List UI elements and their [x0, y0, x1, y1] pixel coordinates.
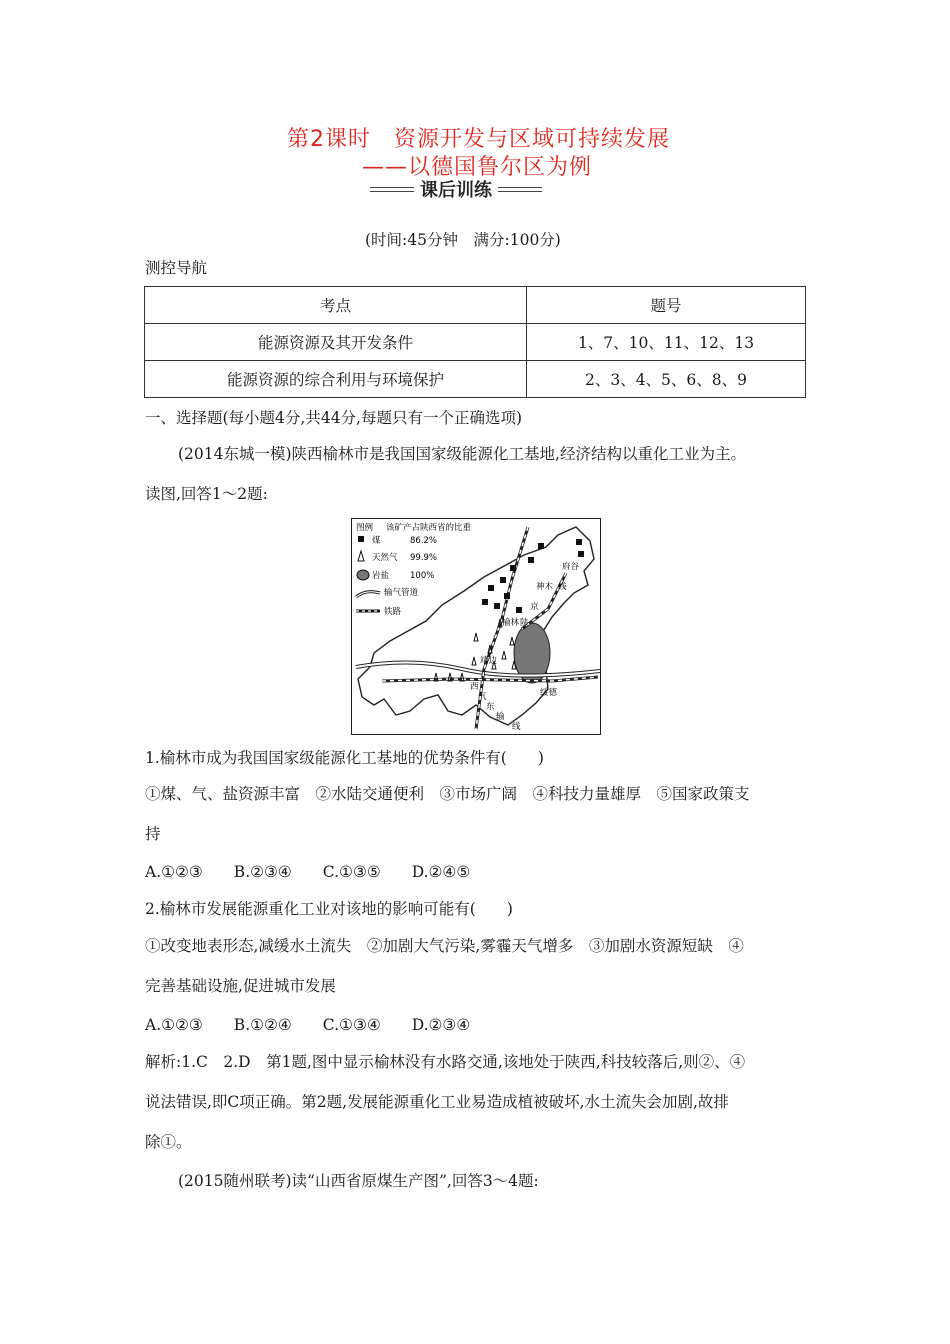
place-label: 陕 [520, 618, 529, 628]
coal-icon [528, 557, 534, 563]
time-info: (时间:45分钟 满分:100分) [365, 231, 561, 249]
intro-paragraph-2: (2015随州联考)读“山西省原煤生产图”,回答3～4题: [178, 1172, 539, 1190]
legend-label: 岩盐 [372, 571, 390, 581]
place-jingbian: 靖边 [480, 656, 498, 666]
place-yulin: 榆林 [502, 618, 520, 628]
table-header-row [145, 287, 806, 324]
legend-label: 天然气 [372, 553, 398, 563]
coal-icon [504, 593, 510, 599]
legend-value: 99.9% [410, 553, 438, 563]
coal-icon [578, 551, 584, 557]
table-cell: 能源资源及其开发条件 [145, 324, 527, 361]
lesson-subtitle: ——以德国鲁尔区为例 [362, 155, 593, 180]
analysis-line: 解析:1.C 2.D 第1题,图中显示榆林没有水路交通,该地处于陕西,科技较落后,则②、④ [145, 1053, 746, 1071]
legend-value: 100% [410, 571, 435, 581]
legend-value: 86.2% [410, 536, 438, 546]
table-row [145, 361, 806, 398]
place-suide: 绥德 [540, 688, 558, 698]
gas-icon [358, 551, 364, 561]
table-row [145, 324, 806, 361]
section-banner [370, 176, 542, 202]
banner-decoration-right [498, 187, 542, 192]
analysis-line: 除①。 [145, 1133, 192, 1151]
question-2-choices: A.①②③ B.①②④ C.①③④ D.②③④ [145, 1016, 471, 1034]
coal-icon [494, 603, 500, 609]
question-2-stem: 2.榆林市发展能源重化工业对该地的影响可能有( ) [145, 900, 513, 918]
question-2-options-cont: 完善基础设施,促进城市发展 [145, 977, 336, 995]
legend-label: 铁路 [384, 607, 402, 617]
question-2-options: ①改变地表形态,减缓水土流失 ②加剧大气污染,雾霾天气增多 ③加剧水资源短缺 ④ [145, 937, 744, 955]
nav-label: 测控导航 [145, 259, 208, 277]
intro-paragraph: (2014东城一模)陕西榆林市是我国国家级能源化工基地,经济结构以重化工业为主。 [178, 445, 746, 463]
table-cell: 1、7、10、11、12、13 [527, 324, 806, 361]
coal-icon [538, 543, 544, 549]
gas-icon [510, 637, 514, 645]
place-label: 京 [530, 602, 539, 612]
table-cell: 2、3、4、5、6、8、9 [527, 361, 806, 398]
table-cell: 能源资源的综合利用与环境保护 [145, 361, 527, 398]
place-label: 西 [470, 682, 479, 692]
analysis-line: 说法错误,即C项正确。第2题,发展能源重化工业易造成植被破坏,水土流失会加剧,故排 [145, 1093, 729, 1111]
gas-icon [474, 633, 478, 641]
gas-icon [472, 657, 476, 665]
question-1-options: ①煤、气、盐资源丰富 ②水陆交通便利 ③市场广阔 ④科技力量雄厚 ⑤国家政策支 [145, 785, 750, 803]
coal-icon [482, 599, 488, 605]
place-label: 气 [478, 692, 487, 702]
salt-icon [357, 570, 369, 580]
coal-icon [510, 565, 516, 571]
place-label: 输 [496, 712, 505, 722]
place-fugu: 府谷 [562, 562, 580, 572]
coal-icon [576, 539, 582, 545]
place-shenmu: 神木 [536, 582, 554, 592]
map-graphic [352, 519, 600, 734]
place-label: 东 [486, 702, 495, 712]
intro-paragraph-continued: 读图,回答1～2题: [145, 485, 268, 503]
legend-title: 图例 [356, 523, 374, 533]
legend-label: 煤 [372, 536, 381, 546]
banner-decoration-left [370, 187, 414, 192]
coal-icon [500, 577, 506, 583]
question-1-options-cont: 持 [145, 825, 161, 843]
coal-icon [488, 585, 494, 591]
legend-header: 该矿产占陕西省的比重 [386, 523, 472, 533]
table-header-cell: 题号 [527, 287, 806, 324]
section-heading: 一、选择题(每小题4分,共44分,每题只有一个正确选项) [145, 409, 523, 427]
table-header-cell: 考点 [145, 287, 527, 324]
place-label: 线 [558, 582, 567, 592]
question-1-stem: 1.榆林市成为我国国家级能源化工基地的优势条件有( ) [145, 749, 544, 767]
coal-icon [358, 536, 364, 542]
lesson-title: 第2课时 资源开发与区域可持续发展 [287, 127, 670, 152]
coal-icon [516, 607, 522, 613]
yulin-map [351, 518, 601, 735]
nav-table [144, 286, 806, 398]
question-1-choices: A.①②③ B.②③④ C.①③⑤ D.②④⑤ [145, 863, 471, 881]
gas-icon [502, 651, 506, 659]
place-label: 线 [512, 722, 521, 732]
legend-label: 输气管道 [384, 588, 419, 598]
banner-label: 课后训练 [420, 180, 492, 201]
